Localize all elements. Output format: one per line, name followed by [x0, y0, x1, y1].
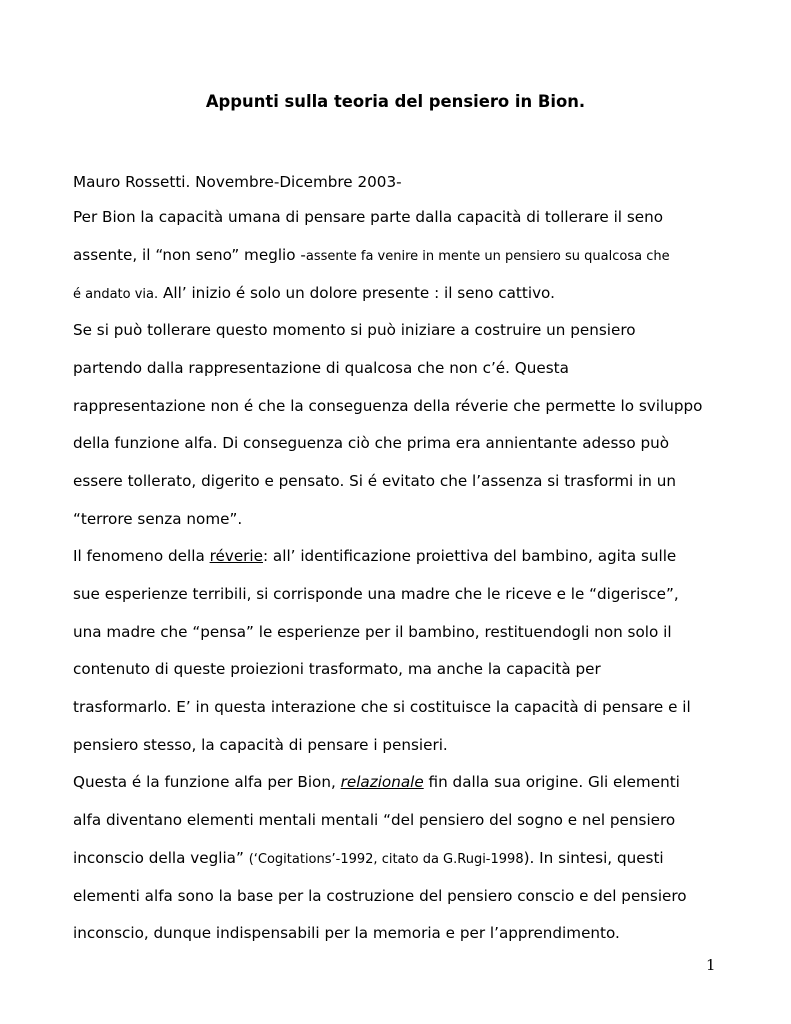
body-line-5: partendo dalla rappresentazione di qualcosa che non c’é. Questa [73, 359, 569, 377]
body-line-17: alfa diventano elementi mentali mentali “del pensiero del sogno e nel pensiero [73, 811, 676, 829]
body-line-10-start: Il fenomeno della [73, 547, 210, 565]
body-line-3-main: All’ inizio é solo un dolore presente : il seno cattivo. [158, 284, 555, 302]
body-line-14: trasformarlo. E’ in questa interazione che si costituisce la capacità di pensare e il [73, 698, 691, 716]
author-date-line: Mauro Rossetti. Novembre-Dicembre 2003- [73, 173, 402, 191]
body-line-9: “terrore senza nome”. [73, 510, 243, 528]
citation-small: (‘Cogitations’-1992, citato da G.Rugi-1998 [248, 852, 524, 867]
body-line-6: rappresentazione non é che la conseguenza della réverie che permette lo sviluppo [73, 397, 703, 415]
relazionale-emphasized-term: relazionale [340, 773, 424, 791]
reverie-underlined-term: réverie [209, 547, 263, 565]
body-line-18 [73, 848, 664, 870]
body-line-16-start: Questa é la funzione alfa per Bion, [73, 773, 341, 791]
body-line-7: della funzione alfa. Di conseguenza ciò che prima era annientante adesso può [73, 434, 670, 452]
body-line-1: Per Bion la capacità umana di pensare parte dalla capacità di tollerare il seno [73, 208, 664, 226]
body-line-15: pensiero stesso, la capacità di pensare i pensieri. [73, 736, 448, 754]
body-line-11: sue esperienze terribili, si corrisponde una madre che le riceve e le “digerisce”, [73, 585, 679, 603]
body-line-19: elementi alfa sono la base per la costruzione del pensiero conscio e del pensiero [73, 887, 687, 905]
body-line-10-end: : all’ identificazione proiettiva del bambino, agita sulle [262, 547, 677, 565]
body-line-3 [73, 283, 555, 305]
body-line-3-small: é andato via. [73, 287, 159, 302]
body-line-4: Se si può tollerare questo momento si può iniziare a costruire un pensiero [73, 321, 636, 339]
body-line-2-main: assente, il “non seno” meglio - [73, 246, 306, 264]
body-line-12: una madre che “pensa” le esperienze per il bambino, restituendogli non solo il [73, 623, 672, 641]
body-line-20: inconscio, dunque indispensabili per la memoria e per l’apprendimento. [73, 924, 620, 942]
body-line-16-end: fin dalla sua origine. Gli elementi [423, 773, 680, 791]
body-line-13: contenuto di queste proiezioni trasformato, ma anche la capacità per [73, 660, 601, 678]
body-line-18-start: inconscio della veglia” [73, 849, 249, 867]
body-line-16 [73, 772, 680, 792]
body-line-18-end: ). In sintesi, questi [523, 849, 664, 867]
body-line-10 [73, 546, 676, 566]
body-line-2 [73, 245, 670, 267]
page-number: 1 [706, 956, 716, 974]
document-title: Appunti sulla teoria del pensiero in Bion. [205, 92, 586, 111]
body-line-8: essere tollerato, digerito e pensato. Si é evitato che l’assenza si trasformi in un [73, 472, 677, 490]
body-line-2-small: assente fa venire in mente un pensiero su qualcosa che [305, 249, 670, 264]
